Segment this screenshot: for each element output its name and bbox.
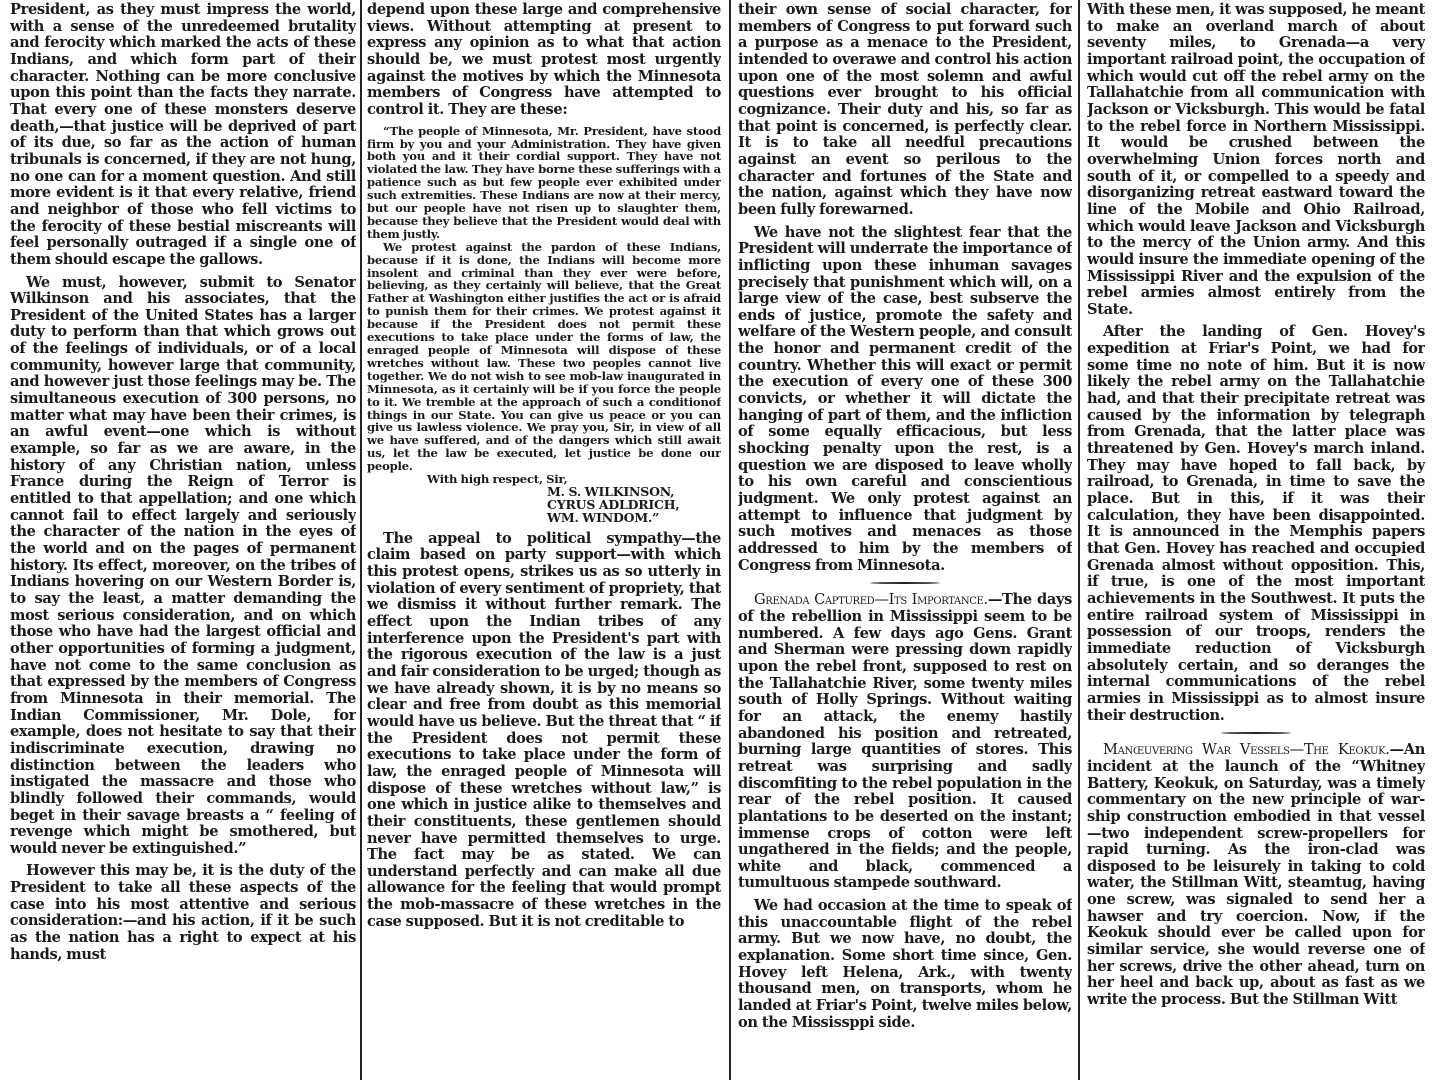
column-2 bbox=[367, 2, 721, 1080]
column-3 bbox=[738, 2, 1072, 1080]
article-text: —An incident at the launch of the “Whitney Battery, Keokuk, on Saturday, was a timely commentary on the new principle of war-ship construction embodied in that vessel—two independent screw-propellers for rapid turning. As the iron-clad was disposed to be leisurely in taking to cold water, the Stillman Witt, steamtug, having one screw, was signaled to send her a hawser and try coercion. Now, if the Keokuk should ever be called upon for similar service, she would reverse one of her screws, drive the other ahead, turn on her heel and back up, about as fast as we write the process. But the Stillman Witt bbox=[1087, 741, 1425, 1009]
quoted-memorial bbox=[367, 125, 721, 525]
paragraph: We had occasion at the time to speak of this unaccountable flight of the rebel army. But we now have, no doubt, the explanation. Some short time since, Gen. Hovey left Helena, Ark., with twenty thousand men, on transports, whom he landed at Friar's Point, twelve miles below, on the Mississppi side. bbox=[738, 897, 1072, 1031]
paragraph: We have not the slightest fear that the President will underrate the importance of inflicting upon these inhuman savages precisely that punishment which will, on a large view of the case, best subserve the ends of justice, promote the safety and welfare of the Western people, and consult the honor and permanent credit of the country. Whether this will exact or permit the execution of every one of these 300 convicts, or whether it will dictate the hanging of part of them, and the infliction of some equally efficacious, but less shocking penalty upon the rest, is a question we are disposed to leave wholly to his own careful and conscientious judgment. We only protest against an attempt to influence that judgment by such motives and menaces as those addressed to him by the members of Congress from Minnesota. bbox=[738, 223, 1072, 574]
column-4 bbox=[1087, 2, 1425, 1080]
paragraph: We must, however, submit to Senator Wilkinson and his associates, that the President of the United States has a larger duty to perform than that which grows out of the feelings of individuals, or of a local community, however large that community, and however just those feelings may be. The simultaneous execution of 300 persons, no matter what may have been their crimes, is an awful event—one which is without example, so far as we are aware, in the history of any Christian nation, unless France during the Reign of Terror is entitled to that appellation; and one which cannot fail to effect largely and seriously the character of the nation in the eyes of the world and on the pages of permanent history. Its effect, moreover, on the tribes of Indians hovering on our Western Border is, to say the least, a matter demanding the most serious consideration, and on which those who have had the largest official and other opportunities of forming a judgment, have not come to the same conclusion as that expressed by the members of Congress from Minnesota in their memorial. The Indian Commissioner, Mr. Dole, for example, does not hesitate to say that their indiscriminate execution, drawing no distinction between the leaders who instigated the massacre and those who blindly followed their commands, would beget in their savage breasts a “ feeling of revenge which might be smothered, but would never be extinguished.” bbox=[10, 273, 356, 857]
paragraph: depend upon these large and comprehensive views. Without attempting at present to express any opinion as to what that action should be, we must protest most urgently against the motives by which the Minnesota members of Congress have attempted to control it. They are these: bbox=[367, 2, 721, 118]
section-divider bbox=[1087, 728, 1425, 738]
article-paragraph bbox=[1087, 742, 1425, 1009]
signatory: CYRUS ADLDRICH, bbox=[547, 496, 680, 512]
signatory: WM. WINDOM.” bbox=[547, 509, 660, 525]
column-rule bbox=[360, 0, 362, 1080]
article-heading: Grenada Captured—Its Importance. bbox=[754, 591, 988, 609]
article-heading: Manœuvering War Vessels—The Keokuk. bbox=[1103, 741, 1390, 759]
closing: With high respect, Sir, bbox=[427, 472, 568, 487]
article-paragraph bbox=[738, 592, 1072, 892]
quote-paragraph: We protest against the pardon of these Indians, because if it is done, the Indians will become more insolent and criminal than they ever were before, believing, as they certainly will believe, that the Great Father at Washington either justifies the act or is afraid to punish them for their crimes. We protest against it because if the President does not permit these executions to take place under the forms of law, the enraged people of Minnesota will dispose of these wretches without law. These two peoples cannot live together. We do not wish to see mob-law inaugurated in Minnesota, as it certainly will be if you force the people to it. We tremble at the approach of such a conditionof things in our State. You can give us peace or you can give us lawless violence. We pray you, Sir, in view of all we have suffered, and of the dangers which still await us, let the law be executed, let justice be done our people. bbox=[367, 239, 721, 474]
quote-paragraph: “The people of Minnesota, Mr. President, have stood firm by you and your Administration. They have given both you and it their cordial support. They have not violated the law. They have borne these sufferings with a patience such as but few people ever exhibited under such extremities. These Indians are now at their mercy, but our people have not risen up to slaughter them, because they believe that the President would deal with them justly. bbox=[367, 123, 721, 241]
signatory: M. S. WILKINSON, bbox=[547, 483, 675, 499]
paragraph: After the landing of Gen. Hovey's expedition at Friar's Point, we had for some time no note of him. But it is now likely the rebel army on the Tallahatchie had, and that their precipitate retreat was caused by the information by telegraph from Grenada, that the latter place was threatened by Gen. Hovey's march inland. They may have hoped to fall back, by railroad, to Grenada, in time to save the place. But in this, if it was their calculation, they have been disappointed. It is announced in the Memphis papers that Gen. Hovey has reached and occupied Grenada almost without opposition. This, if true, is one of the most important achievements in the Southwest. It puts the entire railroad system of Mississippi in possession of our troops, renders the immediate reduction of Vicksburgh absolutely certain, and so deranges the internal communications of the rebel armies in Mississippi as to almost insure their destruction. bbox=[1087, 323, 1425, 724]
column-1 bbox=[10, 2, 356, 1080]
signature-block bbox=[367, 473, 721, 525]
paragraph: their own sense of social character, for members of Congress to put forward such a purpose as a menace to the President, intended to overawe and control his action upon one of the most solemn and awful questions ever brought to his official cognizance. Their duty and his, so far as that point is concerned, is perfectly clear. It is to take all needful precautions against an event so perilous to the character and fortunes of the State and the nation, against which they have now been fully forewarned. bbox=[738, 2, 1072, 218]
paragraph: However this may be, it is the duty of the President to take all these aspects of the case into his most attentive and serious consideration:—and his action, if it be such as the nation has a right to expect at his hands, must bbox=[10, 862, 356, 963]
section-divider bbox=[738, 578, 1072, 588]
article-text: —The days of the rebellion in Mississippi seem to be numbered. A few days ago Gens. Grant and Sherman were pressing down rapidly upon the rebel front, supposed to rest on the Tallahatchie River, some twenty miles south of Holly Springs. Without waiting for an attack, the enemy hastily abandoned his position and retreated, burning large quantities of stores. This retreat was surprising and sadly discomfiting to the rebel population in the rear of the rebel position. It caused plantations to be deserted on the instant; immense crops of cotton were left ungathered in the fields; and the people, white and black, commenced a tumultuous stampede southward. bbox=[738, 591, 1072, 892]
paragraph: The appeal to political sympathy—the claim based on party support—with which this protest opens, strikes us as so utterly in violation of every sentiment of propriety, that we dismiss it without further remark. The effect upon the Indian tribes of any interference upon the President's part with the rigorous execution of the law is a just and fair consideration to be urged; though as we have already shown, it is by no means so clear and free from doubt as this memorial would have us believe. But the threat that “ if the President does not permit these executions to take place under the form of law, the enraged people of Minnesota will dispose of these wretches without law,” is one which in justice alike to themselves and their constituents, these gentlemen should never have permitted themselves to urge. The fact may be as stated. We can understand perfectly and can make all due allowance for the feeling that would prompt the mob-massacre of these wretches in the case supposed. But it is not creditable to bbox=[367, 529, 721, 930]
column-rule bbox=[729, 0, 731, 1080]
paragraph: With these men, it was supposed, he meant to make an overland march of about seventy miles, to Grenada—a very important railroad point, the occupation of which would cut off the rebel army on the Tallahatchie from all communication with Jackson or Vicksburgh. This would be fatal to the rebel force in Northern Mississippi. It would be crushed between the overwhelming Union forces north and south of it, or compelled to a speedy and disorganizing retreat eastward toward the line of the Mobile and Ohio Railroad, which would leave Jackson and Vicksburgh to the mercy of the Union army. And this would insure the immediate opening of the Mississippi River and the expulsion of the rebel armies almost entirely from the State. bbox=[1087, 2, 1425, 318]
paragraph: President, as they must impress the world, with a sense of the unredeemed brutality and ferocity which marked the acts of these Indians, and which form part of their character. Nothing can be more conclusive upon this point than the facts they narrate. That every one of these monsters deserve death,—that justice will be deprived of part of its due, so far as the action of human tribunals is concerned, if they are not hung, no one can for a moment question. And still more evident is it that every relative, friend and neighbor of those who fell victims to the ferocity of these bestial miscreants will feel personally outraged if a single one of them should escape the gallows. bbox=[10, 2, 356, 268]
column-rule bbox=[1078, 0, 1080, 1080]
